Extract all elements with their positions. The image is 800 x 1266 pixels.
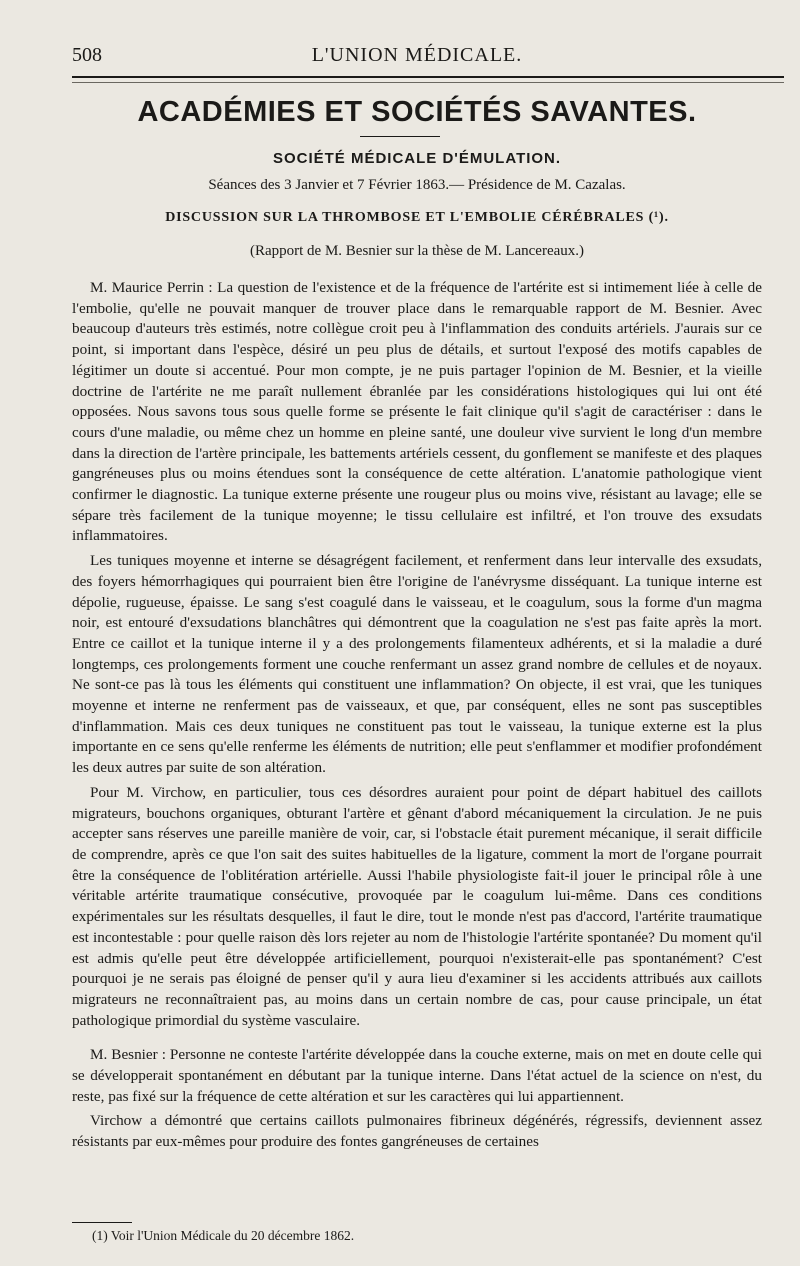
- paragraph-besnier: M. Besnier : Personne ne conteste l'artérite développée dans la couche externe, mais on met en doute celle qui se développerait spontanément en débutant par la tunique interne. Dans l'état actuel de la science on n'est, du reste, pas fixé sur la fréquence de cette altération et sur les caractères qui lui appartiennent.: [72, 1046, 762, 1105]
- journal-title: L'UNION MÉDICALE.: [311, 44, 523, 66]
- society-heading: SOCIÉTÉ MÉDICALE D'ÉMULATION.: [272, 150, 562, 167]
- paragraph-perrin: M. Maurice Perrin : La question de l'existence et de la fréquence de l'artérite est si intimement liée à celle de l'embolie, qu'elle ne pouvait manquer de trouver place dans le remarquable rapport de M. Besnier. Avec beaucoup d'auteurs très estimés, notre collègue croit peu à l'inflammation des conduits artériels. J'aurais sur ce point, si important dans l'espèce, désiré un peu plus de détails, et surtout l'exposé des motifs capables de légitimer un doute si accentué. Pour mon compte, je ne puis partager l'opinion de M. Besnier, et la vieille doctrine de l'artérite ne me paraît nullement ébranlée par les considérations histologiques qui lui ont été opposées. Nous savons tous sous quelle forme se présente le fait clinique qu'il s'agit de caractériser : dans le cours d'une maladie, ou même chez un homme en pleine santé, une douleur vive survient le long d'un membre dans la direction de l'artère principale, les battements artériels cessent, du gonflement se manifeste et des plaques gangréneuses plus ou moins étendues sont la conséquence de cette altération. L'anatomie pathologique vient confirmer le diagnostic. La tunique externe présente une rougeur plus ou moins vive, résistant au lavage; elle se sépare très facilement de la tunique moyenne; le tissu cellulaire est infiltré, et l'on trouve des exsudats inflammatoires.: [72, 279, 762, 545]
- section-title: ACADÉMIES ET SOCIÉTÉS SAVANTES.: [137, 96, 697, 128]
- header-rule: [72, 76, 784, 78]
- title-rule: [360, 136, 440, 137]
- header-rule-thin: [72, 82, 784, 83]
- footnote-rule: [72, 1222, 132, 1223]
- discussion-heading: DISCUSSION SUR LA THROMBOSE ET L'EMBOLIE CÉRÉBRALES (¹).: [165, 210, 669, 225]
- article-body: [72, 278, 762, 1157]
- page-number: 508: [72, 44, 102, 66]
- sessions-line: Séances des 3 Janvier et 7 Février 1863.— Présidence de M. Cazalas.: [208, 177, 626, 193]
- footnote: (1) Voir l'Union Médicale du 20 décembre 1862.: [92, 1228, 355, 1243]
- paragraph-virchow-demontre: Virchow a démontré que certains caillots pulmonaires fibrineux dégénérés, régressifs, deviennent assez résistants par eux-mêmes pour produire des fontes gangréneuses de certaines: [72, 1112, 762, 1151]
- running-head: [72, 44, 762, 74]
- paragraph-virchow: Pour M. Virchow, en particulier, tous ces désordres auraient pour point de départ habituel des caillots migrateurs, bouchons organiques, obturant l'artère et gênant d'abord mécaniquement la circulation. Je ne puis accepter sans réserves une pareille manière de voir, car, si l'obstacle était purement mécanique, il serait difficile de comprendre, après ce que l'on sait des suites habituelles de la ligature, comment la mort de l'organe pourrait être la conséquence de l'oblitération artérielle. Aussi l'habile physiologiste fait-il jouer le principal rôle à une véritable artérite traumatique consécutive, provoquée par le coagulum lui-même. Dans ces conditions expérimentales sur les résultats desquelles, il faut le dire, tout le monde n'est pas d'accord, l'artérite traumatique est incontestable : pour quelle raison dès lors rejeter au nom de l'histologie l'artérite spontanée? Du moment qu'il est admis qu'elle peut être développée artificiellement, pourquoi n'existerait-elle pas spontanément? C'est pourquoi je ne serais pas éloigné de penser qu'il y aura lieu d'examiner si les accidents attribués aux caillots migrateurs ne reconnaîtraient pas, au moins dans un certain nombre de cas, pour cause principale, un état pathologique primordial du système vasculaire.: [72, 783, 762, 1029]
- report-line: (Rapport de M. Besnier sur la thèse de M. Lancereaux.): [249, 243, 585, 259]
- paragraph-tuniques: Les tuniques moyenne et interne se désagrégent facilement, et renferment dans leur intervalle des exsudats, des foyers hémorrhagiques qui pourraient bien être l'origine de l'anévrysme disséquant. La tunique interne est dépolie, rugueuse, épaisse. Le sang s'est coagulé dans le vaisseau, et le coagulum, sous la forme d'un magma noir, est entouré d'exsudations blanchâtres qui démontrent que la coagulation ne s'est pas faite après la mort. Entre ce caillot et la tunique interne il y a des prolongements filamenteux adhérents, et si la maladie a duré longtemps, ces prolongements forment une couche renfermant un assez grand nombre de cellules et de noyaux. Ne sont-ce pas là tous les éléments qui constituent une inflammation? On objecte, il est vrai, que les tuniques moyenne et interne ne renferment pas de vaisseaux, et que, par conséquent, elles ne sont pas susceptibles d'inflammation. Mais ces deux tuniques ne constituent pas tout le vaisseau, la tunique externe est la plus importante en ce sens qu'elle renferme les éléments de nutrition; elle peut s'enflammer et modifier profondément les deux autres par suite de son altération.: [72, 552, 762, 777]
